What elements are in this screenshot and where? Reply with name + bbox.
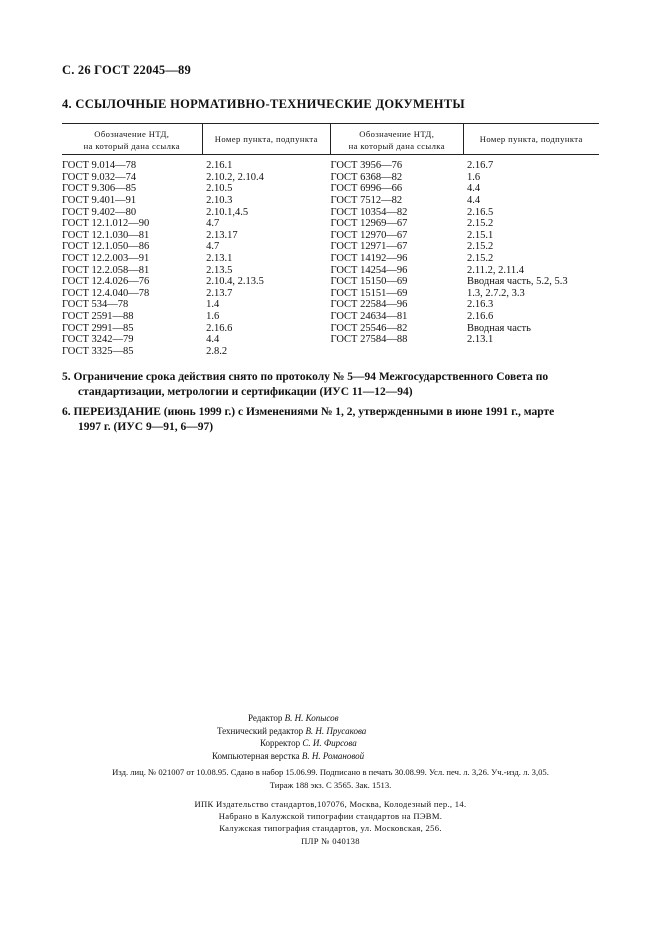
clause-number: 2.16.1 xyxy=(206,160,233,172)
doc-designation: ГОСТ 12969—67 xyxy=(330,218,408,230)
column-header-line: Обозначение НТД, xyxy=(94,129,170,139)
clause-number: 4.7 xyxy=(206,241,220,253)
clause-number: 2.10.2, 2.10.4 xyxy=(206,171,264,183)
print-info-line-2: Тираж 188 экз. С 3565. Зак. 1513. xyxy=(269,780,392,790)
clause-number: 2.15.2 xyxy=(467,218,494,230)
print-info-line-1: Изд. лиц. № 021007 от 10.08.95. Сдано в набор 15.06.99. Подписано в печать 30.08.99. Усл. печ. л. 3,26. Уч.-изд. л. 3,05. xyxy=(112,767,549,777)
doc-designation: ГОСТ 14254—96 xyxy=(330,264,408,276)
column-header-clause-right: Номер пункта, подпункта xyxy=(463,124,599,155)
doc-designation: ГОСТ 7512—82 xyxy=(330,194,403,206)
doc-designation: ГОСТ 9.306—85 xyxy=(62,183,137,195)
page-header: С. 26 ГОСТ 22045—89 xyxy=(62,63,191,77)
doc-designation: ГОСТ 12.1.030—81 xyxy=(62,229,150,241)
clause-number: 2.11.2, 2.11.4 xyxy=(467,264,524,276)
doc-designation: ГОСТ 3242—79 xyxy=(62,334,134,346)
doc-designation: ГОСТ 9.032—74 xyxy=(62,171,137,183)
doc-designation: ГОСТ 12.1.012—90 xyxy=(62,218,150,230)
clause-number: 2.13.17 xyxy=(206,229,238,241)
left-clauses-column xyxy=(202,155,330,358)
doc-designation: ГОСТ 27584—88 xyxy=(330,334,408,346)
left-docs-column xyxy=(62,155,202,358)
clause-number: 2.13.5 xyxy=(206,264,233,276)
credit-editor xyxy=(200,712,500,725)
clause-number: 2.16.7 xyxy=(467,160,494,172)
credit-proofreader xyxy=(200,737,500,750)
doc-designation: ГОСТ 24634—81 xyxy=(330,310,408,322)
clause-number: 2.15.1 xyxy=(467,229,494,241)
column-header-designation-right xyxy=(331,124,463,155)
clause-number: 4.4 xyxy=(206,334,220,346)
doc-designation: ГОСТ 12.1.050—86 xyxy=(62,241,150,253)
doc-designation: ГОСТ 12.4.040—78 xyxy=(62,287,150,299)
clause-number: 2.16.6 xyxy=(467,310,494,322)
doc-designation: ГОСТ 3956—76 xyxy=(330,160,403,172)
doc-designation: ГОСТ 2991—85 xyxy=(62,322,134,334)
doc-designation: ГОСТ 12.4.026—76 xyxy=(62,276,150,288)
doc-designation: ГОСТ 12.2.003—91 xyxy=(62,252,150,264)
doc-designation: ГОСТ 10354—82 xyxy=(330,206,408,218)
column-header-line: Обозначение НТД, xyxy=(359,129,435,139)
credit-name: В. Н. Копысов xyxy=(284,713,339,723)
publisher-block xyxy=(62,798,599,847)
credit-tech-editor xyxy=(200,725,500,738)
doc-designation: ГОСТ 12970—67 xyxy=(330,229,408,241)
clause-number: Вводная часть xyxy=(467,322,531,334)
credits-block xyxy=(200,712,500,762)
section-5-line-2: стандартизации, метрологии и сертификации (ИУС 11—12—94) xyxy=(78,386,413,398)
table-header-row xyxy=(62,124,599,155)
clause-number: 2.16.5 xyxy=(467,206,494,218)
credit-role: Корректор xyxy=(260,738,301,748)
clause-number: 2.10.3 xyxy=(206,194,233,206)
column-header-line: на который дана ссылка xyxy=(348,140,445,151)
doc-designation: ГОСТ 9.402—80 xyxy=(62,206,137,218)
doc-designation: ГОСТ 15151—69 xyxy=(330,287,408,299)
clause-number: 2.10.4, 2.13.5 xyxy=(206,276,264,288)
clause-number: 2.16.3 xyxy=(467,299,494,311)
clause-number: 1.4 xyxy=(206,299,220,311)
doc-designation: ГОСТ 14192—96 xyxy=(330,252,408,264)
clause-number: 2.10.5 xyxy=(206,183,233,195)
right-docs-column xyxy=(331,155,463,358)
clause-number: Вводная часть, 5.2, 5.3 xyxy=(467,276,568,288)
section-4-title: 4. ССЫЛОЧНЫЕ НОРМАТИВНО-ТЕХНИЧЕСКИЕ ДОКУМЕНТЫ xyxy=(62,97,465,111)
credit-role: Редактор xyxy=(248,713,283,723)
clause-number: 2.10.1,4.5 xyxy=(206,206,249,218)
clause-number: 4.4 xyxy=(467,183,481,195)
publisher-line: ИПК Издательство стандартов,107076, Москва, Колодезный пер., 14. xyxy=(194,799,467,809)
credit-role: Компьютерная верстка xyxy=(212,750,300,761)
doc-designation: ГОСТ 2591—88 xyxy=(62,310,134,322)
references-table xyxy=(62,123,599,357)
doc-designation: ГОСТ 12.2.058—81 xyxy=(62,264,150,276)
column-header-clause-left: Номер пункта, подпункта xyxy=(202,124,330,155)
column-header-designation-left xyxy=(62,124,202,155)
clause-number: 4.4 xyxy=(467,194,481,206)
credit-name: В. Н. Прусакова xyxy=(305,725,367,736)
section-5-paragraph xyxy=(62,370,599,400)
clause-number: 4.7 xyxy=(206,218,220,230)
right-clauses-column xyxy=(463,155,599,358)
credit-role: Технический редактор xyxy=(217,725,304,736)
publisher-line: Калужская типография стандартов, ул. Московская, 256. xyxy=(219,823,442,834)
doc-designation: ГОСТ 12971—67 xyxy=(330,241,408,253)
publisher-line: Набрано в Калужской типографии стандартов на ПЭВМ. xyxy=(218,811,443,822)
doc-designation: ГОСТ 6368—82 xyxy=(330,171,403,183)
doc-designation: ГОСТ 3325—85 xyxy=(62,345,134,357)
clause-number: 2.13.1 xyxy=(467,334,494,346)
credit-name: С. И. Фирсова xyxy=(302,738,357,748)
credit-layout xyxy=(200,750,500,763)
clause-number: 1.3, 2.7.2, 3.3 xyxy=(467,287,525,299)
clause-number: 2.8.2 xyxy=(206,345,228,357)
section-6-line-2: 1997 г. (ИУС 9—91, 6—97) xyxy=(78,421,214,433)
publisher-line: ПЛР № 040138 xyxy=(301,835,360,846)
section-6-line-1: 6. ПЕРЕИЗДАНИЕ (июнь 1999 г.) с Изменениями № 1, 2, утвержденными в июне 1991 г., марте xyxy=(62,406,555,418)
clause-number: 1.6 xyxy=(206,310,220,322)
doc-designation: ГОСТ 6996—66 xyxy=(330,183,403,195)
section-6-paragraph xyxy=(62,405,599,435)
doc-designation: ГОСТ 22584—96 xyxy=(330,299,408,311)
clause-number: 2.15.2 xyxy=(467,241,494,253)
doc-designation: ГОСТ 25546—82 xyxy=(330,322,408,334)
section-5-line-1: 5. Ограничение срока действия снято по протоколу № 5—94 Межгосударственного Совета по xyxy=(62,371,549,383)
table-body-row xyxy=(62,155,599,358)
doc-designation: ГОСТ 15150—69 xyxy=(330,276,408,288)
clause-number: 2.13.7 xyxy=(206,287,233,299)
doc-designation: ГОСТ 9.014—78 xyxy=(62,160,137,172)
credit-name: В. Н. Романовой xyxy=(301,750,365,761)
clause-number: 1.6 xyxy=(467,171,481,183)
doc-designation: ГОСТ 534—78 xyxy=(62,299,129,311)
clause-number: 2.16.6 xyxy=(206,322,233,334)
clause-number: 2.15.2 xyxy=(467,252,494,264)
clause-number: 2.13.1 xyxy=(206,252,233,264)
doc-designation: ГОСТ 9.401—91 xyxy=(62,194,137,206)
column-header-line: на который дана ссылка xyxy=(83,140,180,151)
